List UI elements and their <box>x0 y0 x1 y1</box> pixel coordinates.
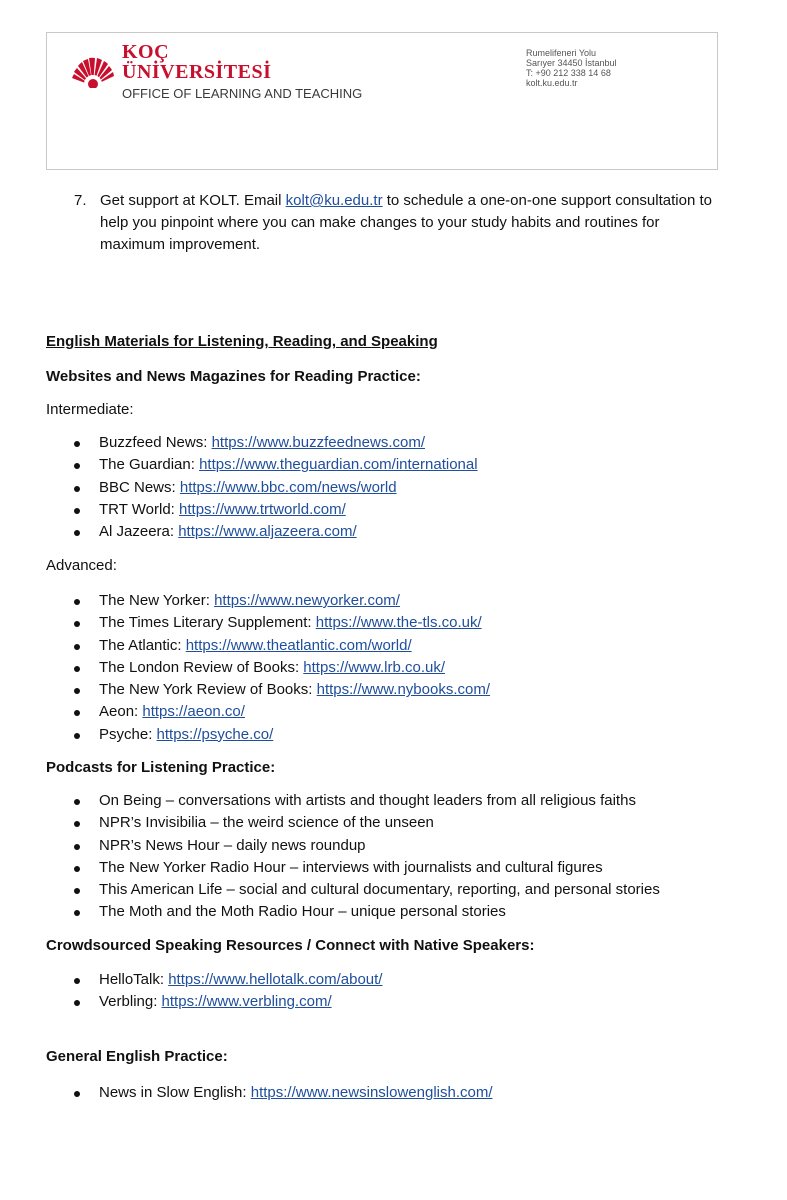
resource-link[interactable]: https://www.bbc.com/news/world <box>179 478 397 496</box>
address-line: Sarıyer 34450 İstanbul <box>526 58 617 68</box>
address-phone: T: +90 212 338 14 68 <box>526 68 611 78</box>
list-item <box>72 477 478 499</box>
logo-line-2: ÜNİVERSİTESİ <box>122 61 272 83</box>
resource-name: News in Slow English: <box>99 1084 251 1101</box>
resource-link[interactable]: https://www.buzzfeednews.com/ <box>211 434 425 451</box>
advanced-label: Advanced: <box>46 557 117 574</box>
resource-link[interactable]: https://www.hellotalk.com/about/ <box>168 971 383 988</box>
list-item: On Being – conversations with artists and thought leaders from all religious faiths <box>72 790 660 812</box>
resource-name: TRT World: <box>99 500 180 518</box>
list-item <box>72 679 490 701</box>
intermediate-label: Intermediate: <box>46 401 134 418</box>
resource-link[interactable]: https://www.trtworld.com/ <box>179 500 346 518</box>
resource-link[interactable]: https://aeon.co/ <box>142 703 245 721</box>
resource-link[interactable]: https://www.newyorker.com/ <box>214 592 400 609</box>
podcasts-list <box>72 790 660 924</box>
resource-name: The Guardian: <box>99 456 200 474</box>
list-item: NPR’s News Hour – daily news roundup <box>72 835 660 857</box>
speaking-heading: Crowdsourced Speaking Resources / Connect with Native Speakers: <box>46 937 535 954</box>
resource-name: The New York Review of Books: <box>99 681 317 699</box>
logo-subtitle: OFFICE OF LEARNING AND TEACHING <box>122 86 363 101</box>
list-item <box>72 612 490 634</box>
resource-name: BBC News: <box>99 478 180 496</box>
resource-link[interactable]: https://www.the-tls.co.uk/ <box>315 614 482 632</box>
list-item <box>72 432 478 454</box>
kolt-email-link[interactable]: kolt@ku.edu.tr <box>285 192 383 209</box>
general-heading: General English Practice: <box>46 1048 228 1065</box>
list-item <box>72 724 490 746</box>
podcasts-heading: Podcasts for Listening Practice: <box>46 759 276 776</box>
list-item: The New Yorker Radio Hour – interviews with journalists and cultural figures <box>72 857 660 879</box>
resource-link[interactable]: https://www.theatlantic.com/world/ <box>185 636 412 654</box>
list-item <box>72 499 478 521</box>
advanced-list <box>72 590 490 746</box>
resource-link[interactable]: https://www.nybooks.com/ <box>316 681 491 699</box>
koc-university-logo-icon <box>68 48 118 88</box>
resource-name: The London Review of Books: <box>99 658 304 676</box>
speaking-list <box>72 969 382 1014</box>
resource-name: The Atlantic: <box>99 636 186 654</box>
resource-name: HelloTalk: <box>99 971 169 988</box>
numbered-item-7 <box>74 190 724 256</box>
resource-link[interactable]: https://www.theguardian.com/international <box>199 456 478 474</box>
list-item <box>72 521 478 543</box>
address-block <box>526 48 617 88</box>
resource-name: The New Yorker: <box>99 592 215 609</box>
logo-line-1: KOÇ <box>122 41 170 63</box>
item-text-start: Get support at KOLT. Email <box>100 192 286 209</box>
list-item <box>72 1082 493 1104</box>
item-number: 7. <box>74 192 87 209</box>
resource-name: Buzzfeed News: <box>99 434 212 451</box>
list-item: The Moth and the Moth Radio Hour – unique personal stories <box>72 901 660 923</box>
list-item <box>72 701 490 723</box>
list-item <box>72 969 382 991</box>
resource-link[interactable]: https://www.aljazeera.com/ <box>178 523 357 541</box>
resource-name: Verbling: <box>99 993 162 1011</box>
logo-wordmark <box>122 42 271 82</box>
list-item: This American Life – social and cultural documentary, reporting, and personal stories <box>72 879 660 901</box>
address-line: Rumelifeneri Yolu <box>526 48 597 58</box>
list-item <box>72 454 478 476</box>
resource-name: Aeon: <box>99 703 143 721</box>
intermediate-list <box>72 432 478 543</box>
resource-name: Psyche: <box>99 725 157 743</box>
resource-name: The Times Literary Supplement: <box>99 614 316 632</box>
general-list <box>72 1082 493 1104</box>
item-text-end: to schedule a one-on-one support consultation to help you pinpoint where you can make changes to your study habits and routines for maximum improvement. <box>100 192 712 253</box>
list-item <box>72 635 490 657</box>
resource-link[interactable]: https://psyche.co/ <box>156 725 274 743</box>
list-item: NPR’s Invisibilia – the weird science of the unseen <box>72 812 660 834</box>
item-text <box>100 190 724 256</box>
resource-link[interactable]: https://www.verbling.com/ <box>161 993 332 1011</box>
address-website: kolt.ku.edu.tr <box>526 78 578 88</box>
websites-heading: Websites and News Magazines for Reading Practice: <box>46 368 421 385</box>
resource-link[interactable]: https://www.newsinslowenglish.com/ <box>250 1084 493 1101</box>
list-item <box>72 991 382 1013</box>
resource-name: Al Jazeera: <box>99 523 179 541</box>
list-item <box>72 657 490 679</box>
section-title: English Materials for Listening, Reading, and Speaking <box>46 333 438 350</box>
resource-link[interactable]: https://www.lrb.co.uk/ <box>303 658 446 676</box>
list-item <box>72 590 490 612</box>
